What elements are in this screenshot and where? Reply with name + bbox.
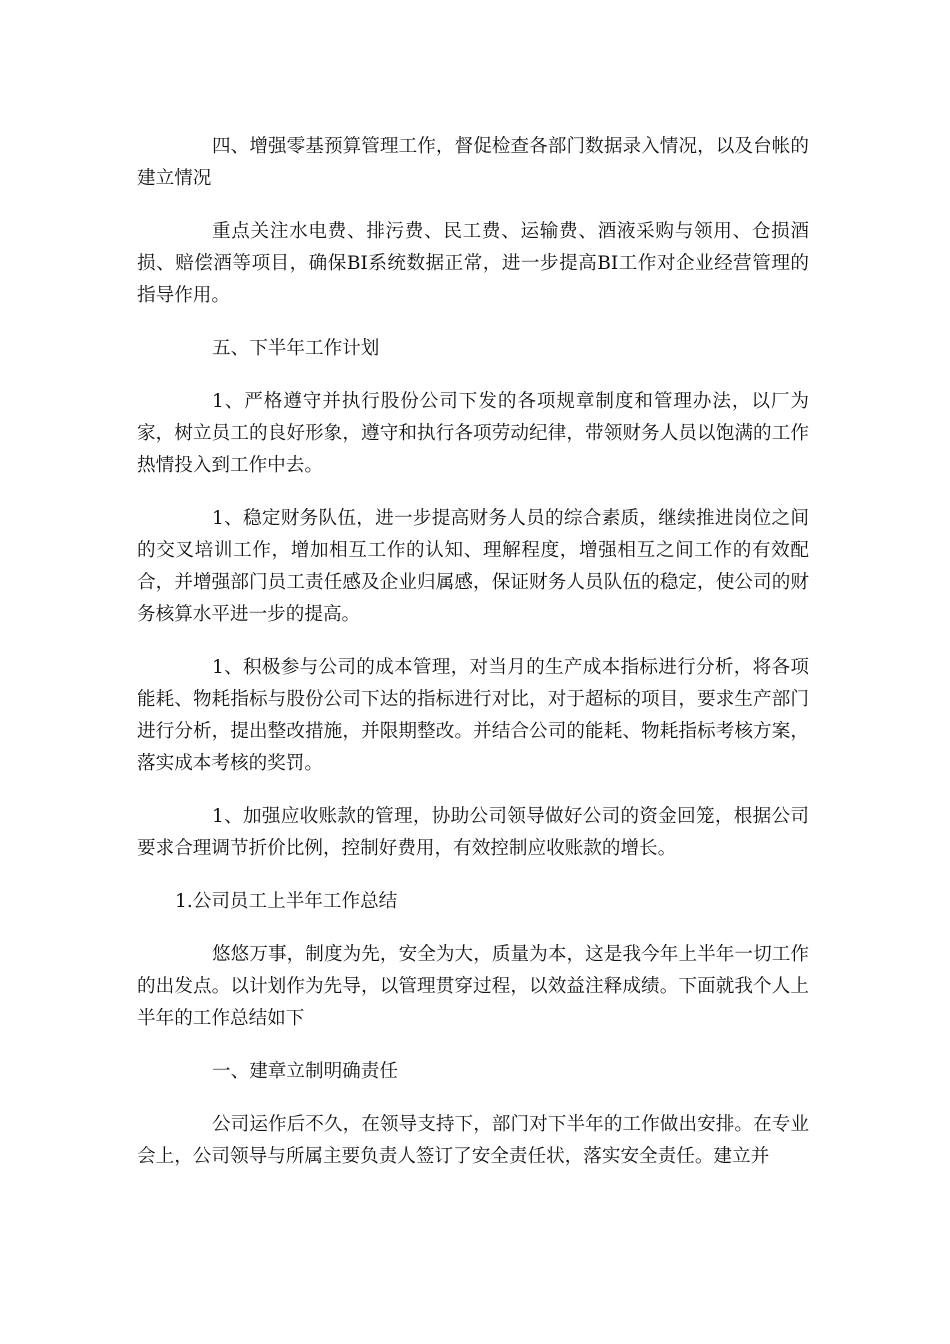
section-one-heading: 一、建章立制明确责任 <box>212 1061 398 1082</box>
plan-item-receivables-paragraph: 1、加强应收账款的管理，协助公司领导做好公司的资金回笼，根据公司要求合理调节折价比例，控制好费用，有效控制应收账款的增长。 <box>137 806 809 859</box>
summary-intro-paragraph: 悠悠万事，制度为先，安全为大，质量为本，这是我今年上半年一切工作的出发点。以计划作为先导，以管理贯穿过程，以效益注释成绩。下面就我个人上半年的工作总结如下 <box>137 944 809 1029</box>
responsibility-paragraph: 公司运作后不久，在领导支持下，部门对下半年的工作做出安排。在专业会上，公司领导与所属主要负责人签订了安全责任状，落实安全责任。建立并 <box>137 1114 809 1167</box>
plan-item-team-paragraph: 1、稳定财务队伍，进一步提高财务人员的综合素质，继续推进岗位之间的交叉培训工作，增加相互工作的认知、理解程度，增强相互之间工作的有效配合，并增强部门员工责任感及企业归属感，保证财务人员队伍的稳定，使公司的财务核算水平进一步的提高。 <box>137 508 809 625</box>
plan-item-cost-paragraph: 1、积极参与公司的成本管理，对当月的生产成本指标进行分析，将各项能耗、物耗指标与股份公司下达的指标进行对比，对于超标的项目，要求生产部门进行分析，提出整改措施，并限期整改。并结合公司的能耗、物耗指标考核方案，落实成本考核的奖罚。 <box>137 657 809 774</box>
plan-item-rules-paragraph: 1、严格遵守并执行股份公司下发的各项规章制度和管理办法，以厂为家，树立员工的良好形象，遵守和执行各项劳动纪律，带领财务人员以饱满的工作热情投入到工作中去。 <box>137 391 809 476</box>
document-body <box>137 131 809 1194</box>
summary-title: 1.公司员工上半年工作总结 <box>175 891 398 912</box>
section-four-heading: 四、增强零基预算管理工作，督促检查各部门数据录入情况，以及台帐的建立情况 <box>137 136 809 189</box>
section-five-heading: 五、下半年工作计划 <box>212 338 380 359</box>
budget-focus-paragraph: 重点关注水电费、排污费、民工费、运输费、酒液采购与领用、仓损酒损、赔偿酒等项目，确保BI系统数据正常，进一步提高BI工作对企业经营管理的指导作用。 <box>137 221 809 306</box>
